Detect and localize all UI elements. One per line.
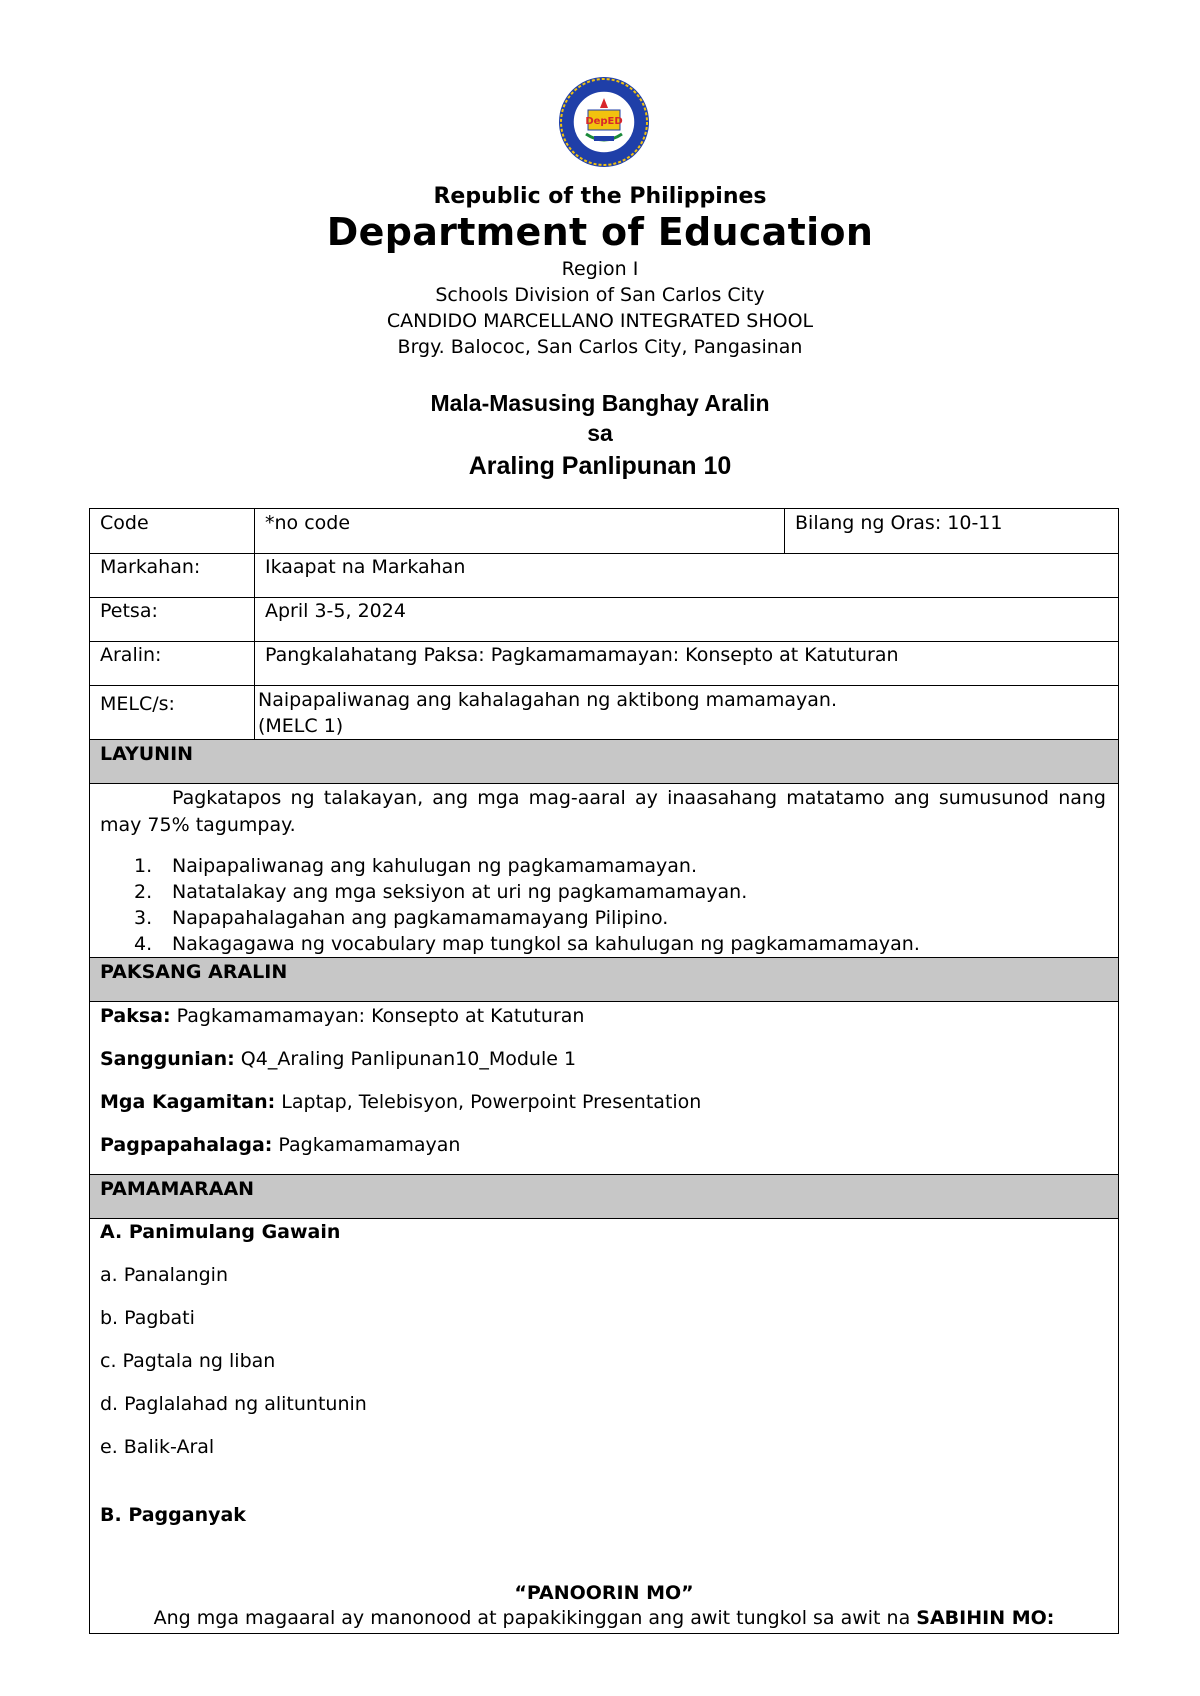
sanggunian-value: Q4_Araling Panlipunan10_Module 1	[234, 1048, 577, 1070]
lesson-plan-table	[89, 508, 1119, 1634]
objective-number: 2.	[134, 881, 153, 903]
paksa-label: Paksa:	[100, 1005, 171, 1027]
panoorin-instruction	[90, 1607, 1118, 1629]
activity-item: c. Pagtala ng liban	[100, 1350, 276, 1372]
paksang-aralin-heading: PAKSANG ARALIN	[100, 961, 288, 983]
lesson-plan-title: Mala-Masusing Banghay Aralin	[430, 390, 770, 416]
melc-code: (MELC 1)	[258, 715, 344, 737]
quarter-label: Markahan:	[100, 556, 201, 578]
objective-number: 4.	[134, 933, 153, 955]
kagamitan-value: Laptap, Telebisyon, Powerpoint Presentation	[275, 1091, 702, 1113]
date-value: April 3-5, 2024	[265, 600, 406, 622]
pagpapahalaga-value: Pagkamamamayan	[272, 1134, 461, 1156]
layunin-header-band	[90, 739, 1118, 784]
objective-item: Nakagagawa ng vocabulary map tungkol sa kahulugan ng pagkamamamayan.	[172, 933, 920, 955]
melc-value: Naipapaliwanag ang kahalagahan ng aktibong mamamayan.	[258, 689, 838, 711]
melc-label: MELC/s:	[100, 693, 175, 715]
pagpapahalaga-label: Pagpapahalaga:	[100, 1134, 273, 1156]
code-value: *no code	[265, 512, 351, 534]
objective-number: 1.	[134, 855, 153, 877]
layunin-heading: LAYUNIN	[100, 743, 194, 765]
lesson-value: Pangkalahatang Paksa: Pagkamamamayan: Konsepto at Katuturan	[265, 644, 899, 666]
quarter-value: Ikaapat na Markahan	[265, 556, 466, 578]
pamamaraan-heading: PAMAMARAAN	[100, 1178, 255, 1200]
layunin-intro: Pagkatapos ng talakayan, ang mga mag-aaral ay inaasahang matatamo ang sumusunod nang may 75% tagumpay.	[100, 787, 1106, 836]
objective-item: Napapahalagahan ang pagkamamamayang Pilipino.	[172, 907, 669, 929]
paksa-value: Pagkamamamayan: Konsepto at Katuturan	[170, 1005, 585, 1027]
objective-number: 3.	[134, 907, 153, 929]
code-label: Code	[100, 512, 149, 534]
paksa-row	[100, 1005, 584, 1027]
pagganyak-heading: B. Pagganyak	[100, 1504, 246, 1526]
sanggunian-row	[100, 1048, 576, 1070]
address-line: Brgy. Balococ, San Carlos City, Pangasinan	[397, 336, 803, 358]
activity-item: d. Paglalahad ng alituntunin	[100, 1393, 367, 1415]
sabihin-mo-label: SABIHIN MO:	[916, 1607, 1055, 1629]
objective-item: Natatalakay ang mga seksiyon at uri ng pagkamamamayan.	[172, 881, 748, 903]
region-line: Region I	[561, 258, 639, 280]
svg-text:DepED: DepED	[585, 116, 623, 127]
department-heading: Department of Education	[326, 210, 874, 254]
activity-item: b. Pagbati	[100, 1307, 195, 1329]
activity-item: a. Panalangin	[100, 1264, 228, 1286]
school-line: CANDIDO MARCELLANO INTEGRATED SHOOL	[386, 310, 814, 332]
kagamitan-row	[100, 1091, 701, 1113]
panimulang-gawain-heading: A. Panimulang Gawain	[100, 1221, 341, 1243]
activity-item: e. Balik-Aral	[100, 1436, 215, 1458]
objective-item: Naipapaliwanag ang kahulugan ng pagkamamamayan.	[172, 855, 697, 877]
hours-value: Bilang ng Oras: 10-11	[795, 512, 1003, 534]
panoorin-text: Ang mga magaaral ay manonood at papakikinggan ang awit tungkol sa awit na	[153, 1607, 917, 1629]
pagpapahalaga-row	[100, 1134, 460, 1156]
sanggunian-label: Sanggunian:	[100, 1048, 235, 1070]
lesson-label: Aralin:	[100, 644, 162, 666]
kagamitan-label: Mga Kagamitan:	[100, 1091, 276, 1113]
date-label: Petsa:	[100, 600, 158, 622]
republic-heading: Republic of the Philippines	[433, 184, 767, 209]
subject-title: Araling Panlipunan 10	[468, 452, 732, 480]
deped-seal-logo	[558, 76, 650, 168]
lesson-plan-title-sa: sa	[587, 420, 613, 446]
division-line: Schools Division of San Carlos City	[435, 284, 765, 306]
panoorin-heading: “PANOORIN MO”	[514, 1582, 694, 1604]
